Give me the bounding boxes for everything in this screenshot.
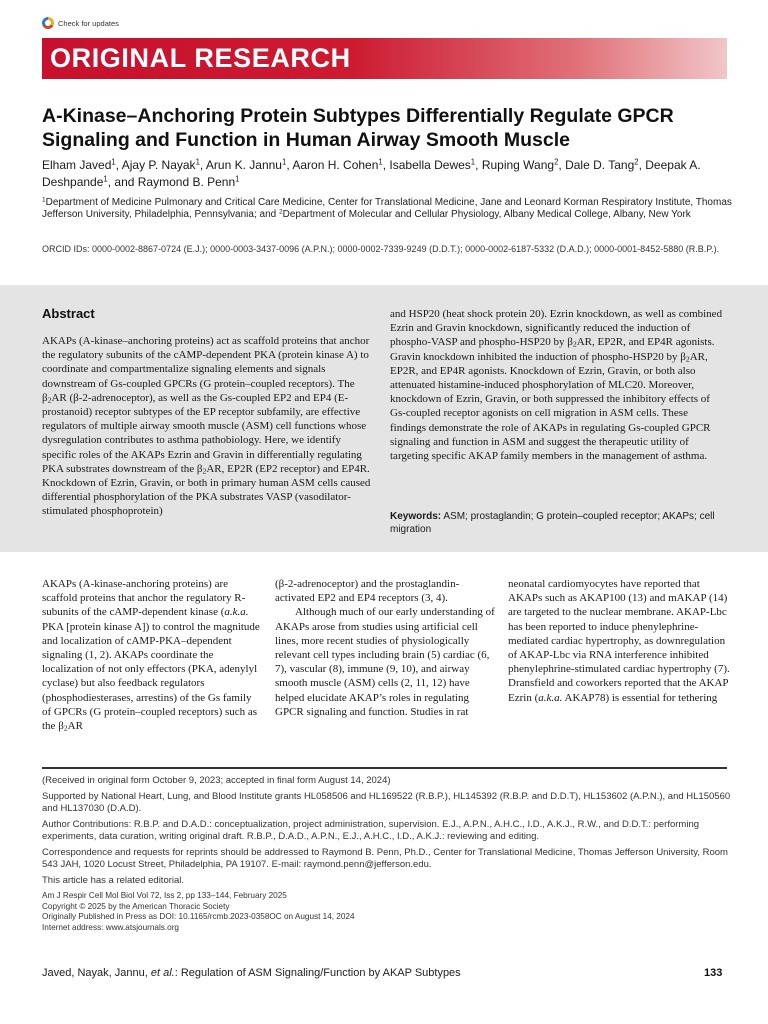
- affiliations: [42, 197, 742, 221]
- abstract-text-right: [390, 307, 724, 463]
- author-name: Arun K. Jannu: [205, 158, 282, 172]
- body-text: AKAP78) is essential for tethering: [562, 691, 718, 704]
- body-column-2: [275, 577, 497, 719]
- page-number: 133: [704, 967, 723, 979]
- body-text: AR: [67, 720, 83, 733]
- abstract-heading: Abstract: [42, 306, 95, 321]
- orcid-ids: ORCID IDs: 0000-0002-8867-0724 (E.J.); 0000-0003-3437-0096 (A.P.N.); 0000-0002-7339-9249 (D.D.T.); 0000-0002-6187-5332 (D.A.D.); 0000-0001-8452-5880 (R.B.P.).: [42, 244, 720, 254]
- subscript: 2: [202, 466, 207, 476]
- author-affiliation-marker: 1: [103, 174, 108, 184]
- affiliation-1: Department of Medicine Pulmonary and Critical Care Medicine, Center for Translational Medicine, Jane and Leonard Korman Respiratory Institute, Thomas Jefferson University, Philadelphia, Pennsylvania; and: [42, 197, 732, 220]
- footnote-divider: [42, 767, 727, 769]
- crossmark-icon: [42, 17, 54, 29]
- journal-citation: Am J Respir Cell Mol Biol Vol 72, Iss 2, pp 133–144, February 2025: [42, 891, 287, 900]
- body-text: PKA [protein kinase A]) to control the magnitude and localization of cAMP-PKA–dependent signaling (1, 2). AKAPs coordinate the localization of not only effectors (PKA, adenylyl cyclase) but also feedback regulators (phosphodiesterases, arrestins) of the Gs family of GPCRs (G protein–coupled receptors) such as the β: [42, 620, 260, 733]
- body-italic: a.k.a.: [538, 691, 563, 704]
- body-text: AKAPs (A-kinase-anchoring proteins) are scaffold proteins that anchor the regulatory R-subunits of the cAMP-dependent kinase (: [42, 578, 246, 619]
- running-head-authors: Javed, Nayak, Jannu,: [42, 967, 151, 979]
- abstract-text: AR (β-2-adrenoceptor), as well as the Gs-coupled EP2 and EP4 (E-prostanoid) receptor subtypes of the EP receptor subfamily, are effective regulators of multiple airway smooth muscle (ASM) cell functions whose dysregulation contributes to asthma pathobiology. Here, we identify specific roles of the AKAPs Ezrin and Gravin in differentially regulating PKA substrates downstream of the β: [42, 391, 367, 475]
- author-name: Aaron H. Cohen: [292, 158, 379, 172]
- author-name: Dale D. Tang: [565, 158, 635, 172]
- keywords-label: Keywords:: [390, 511, 442, 522]
- subscript: 2: [685, 354, 690, 364]
- subscript: 2: [572, 339, 577, 349]
- article-title: A-Kinase–Anchoring Protein Subtypes Differentially Regulate GPCR Signaling and Function in Human Airway Smooth Muscle: [42, 105, 674, 151]
- affiliation-marker: 2: [279, 208, 283, 216]
- author-name: Ajay P. Nayak: [121, 158, 196, 172]
- author-affiliation-marker: 2: [634, 157, 639, 167]
- running-head-etal: et al.: [150, 967, 175, 979]
- author-name: Elham Javed: [42, 158, 112, 172]
- author-affiliation-marker: 1: [195, 157, 200, 167]
- body-column-3: [508, 577, 730, 705]
- abstract-text: and HSP20 (heat shock protein 20). Ezrin knockdown, as well as combined Ezrin and Gravin knockdown, significantly reduced the induction of phospho-VASP and phospho-HSP20 by β: [390, 308, 723, 349]
- affiliation-2: Department of Molecular and Cellular Physiology, Albany Medical College, Albany, New York: [282, 209, 691, 220]
- body-italic: a.k.a.: [224, 606, 249, 619]
- author-affiliation-marker: 1: [235, 174, 240, 184]
- author-name: Isabella Dewes: [389, 158, 471, 172]
- copyright: Copyright © 2025 by the American Thoracic Society: [42, 901, 230, 911]
- abstract-text-left: [42, 334, 373, 519]
- body-paragraph: Although much of our early understanding of AKAPs arose from studies using artificial cell lines, more recent studies of physiologically relevant cell types including brain (5) cardiac (6, 7), vascular (8), immune (9, 10), and airway smooth muscle (ASM) cells (2, 11, 12) have helped elucidate AKAP’s roles in regulating GPCR signaling and function. Studies in rat: [275, 606, 495, 718]
- abstract-text: AR, EP2R (EP2 receptor) and EP4R. Knockdown of Ezrin, Gravin, or both in primary human ASM cells caused differential phosphorylation of the PKA substrates VASP (vasodilator-stimulated phosphoprotein): [42, 462, 371, 518]
- author-name: Ruping Wang: [481, 158, 555, 172]
- running-head: [42, 967, 461, 979]
- author-list: Elham Javed$^1$, Ajay P. Nayak$^1$, Arun K. Jannu$^1$, Aaron H. Cohen$^1$, Isabella Dewes$^1$, Ruping Wang$^2$, Dale D. Tang$^2$, Deepak A. Deshpande$^1$, and Raymond B. Penn$^1$: [42, 157, 701, 189]
- keywords: [390, 510, 720, 536]
- doi[interactable]: Originally Published in Press as DOI: 10.1165/rcmb.2023-0358OC on August 14, 2024: [42, 912, 355, 922]
- funding-statement: Supported by National Heart, Lung, and Blood Institute grants HL058506 and HL169522 (R.B.P.), HL145392 (R.B.P. and D.D.T), HL153602 (A.P.N.), and HL150560 and HL137030 (D.A.D).: [42, 791, 731, 814]
- author-affiliation-marker: 1: [111, 157, 116, 167]
- article-notes: [42, 775, 732, 933]
- body-text: (β-2-adrenoceptor) and the prostaglandin-activated EP2 and EP4 receptors (3, 4).: [275, 578, 460, 605]
- author-affiliation-marker: 1: [378, 157, 383, 167]
- correspondence: Correspondence and requests for reprints should be addressed to Raymond B. Penn, Ph.D., Center for Translational Medicine, Thomas Jefferson University, Room 543 JAH, 1020 Locust Street, Philadelphia, PA 19107. E-mail: raymond.penn@jefferson.edu.: [42, 847, 728, 870]
- abstract-text: AR, EP2R, and EP4R agonists. Knockdown of Ezrin, Gravin, or both also attenuated histamine-induced phosphorylation of MLC20. Moreover, knockdown of Ezrin, Gravin, or both suppressed the inhibitory effects of Gs-coupled receptor agonists on cell migration in ASM cells. These findings demonstrate the role of AKAPs in regulating Gs-coupled GPCR signaling and function in ASM and suggest the therapeutic utility of targeting specific AKAP family members in the management of asthma.: [390, 350, 711, 463]
- author-affiliation-marker: 2: [554, 157, 559, 167]
- subscript: 2: [63, 723, 68, 733]
- keywords-list: ASM; prostaglandin; G protein–coupled receptor; AKAPs; cell migration: [390, 511, 715, 535]
- author-affiliation-marker: 1: [281, 157, 287, 167]
- internet-address[interactable]: Internet address: www.atsjournals.org: [42, 922, 179, 932]
- check-for-updates-badge[interactable]: [42, 15, 119, 31]
- subscript: 2: [47, 395, 52, 405]
- body-text: neonatal cardiomyocytes have reported that AKAPs such as AKAP100 (13) and mAKAP (14) are targeted to the nuclear membrane. AKAP-Lbc has been reported to induce phenylephrine-mediated cardiac hypertrophy, as downregulation of AKAP-Lbc via RNA interference inhibited phenylephrine-stimulated cardiac hypertrophy (7). Dransfield and coworkers reported that the AKAP Ezrin (: [508, 578, 730, 704]
- abstract-text: AKAPs (A-kinase–anchoring proteins) act as scaffold proteins that anchor the regulatory subunits of the cAMP-dependent PKA (protein kinase A) to coordinate and compartmentalize signaling elements and signals downstream of Gs-coupled GPCRs (G protein–coupled receptors). The β: [42, 335, 370, 404]
- received-dates: (Received in original form October 9, 2023; accepted in final form August 14, 2024): [42, 775, 391, 786]
- author-affiliation-marker: 1: [470, 157, 476, 167]
- author-name: Deepak A. Deshpande: [42, 158, 701, 189]
- author-name: Raymond B. Penn: [137, 175, 236, 189]
- check-for-updates-label: Check for updates: [58, 18, 119, 28]
- author-contributions: Author Contributions: R.B.P. and D.A.D.: conceptualization, project administration, supervision. E.J., A.P.N., A.H.C., I.D., A.K.J., R.W., and D.D.T.: performing experiments, data curation, writing original draft. R.B.P., D.A.D., A.P.N., E.J., A.H.C., I.D., A.K.J.: reviewing and editing.: [42, 819, 700, 842]
- affiliation-marker: 1: [42, 196, 46, 204]
- body-column-1: [42, 577, 262, 733]
- related-editorial-note: This article has a related editorial.: [42, 875, 185, 886]
- abstract-text: AR, EP2R, and EP4R agonists. Gravin knockdown inhibited the induction of phospho-HSP20 by β: [390, 336, 715, 363]
- section-banner-label: ORIGINAL RESEARCH: [50, 43, 351, 73]
- running-head-title: : Regulation of ASM Signaling/Function by AKAP Subtypes: [174, 967, 461, 979]
